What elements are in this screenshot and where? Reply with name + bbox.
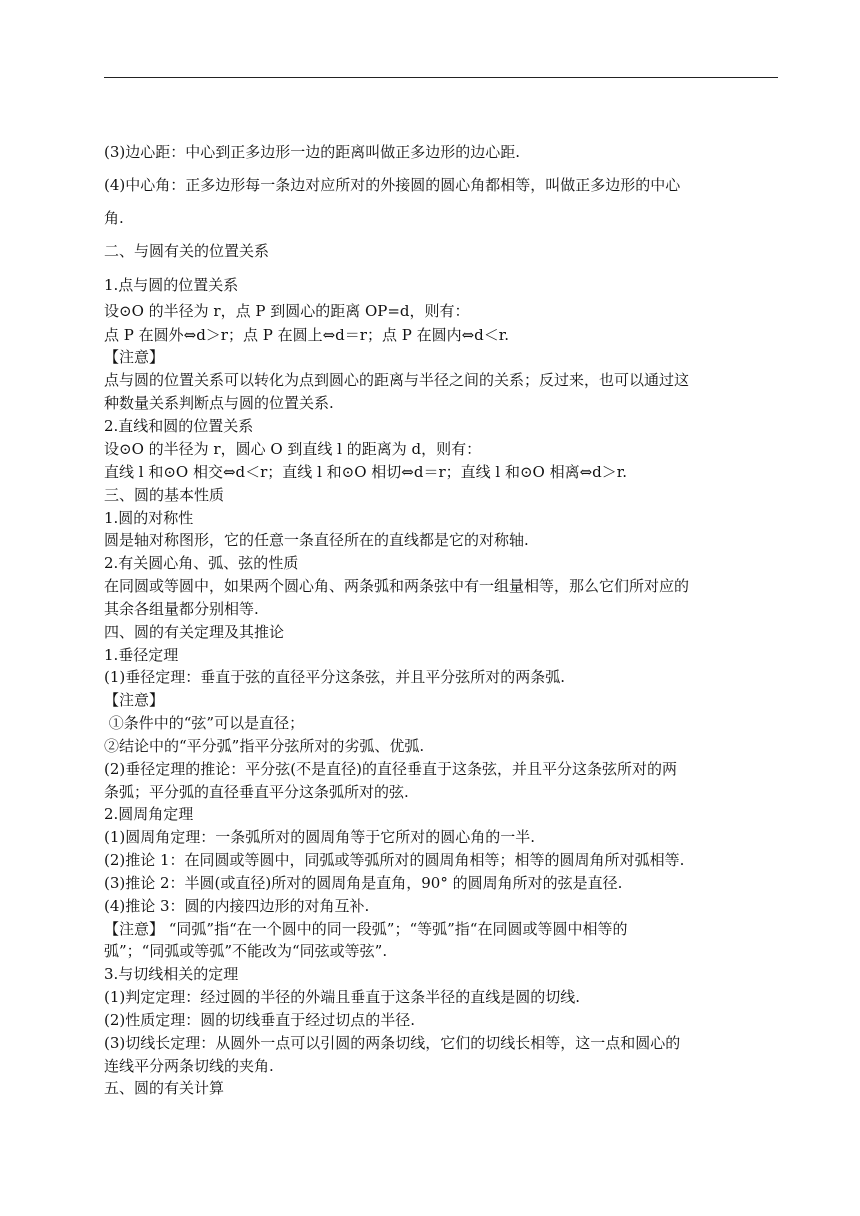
subsection-heading: 1.点与圆的位置关系 [104,276,239,294]
text-line: (3)边心距：中心到正多边形一边的距离叫做正多边形的边心距. [104,143,521,161]
subsection-heading: 2.直线和圆的位置关系 [104,417,254,435]
subsection-heading: 2.有关圆心角、弧、弦的性质 [104,554,299,572]
text-line: (3)切线长定理：从圆外一点可以引圆的两条切线，它们的切线长相等，这一点和圆心的 [104,1034,681,1052]
text-line: 直线 l 和⊙O 相交⇔d＜r；直线 l 和⊙O 相切⇔d＝r；直线 l 和⊙O 相离⇔d＞r. [104,463,628,481]
text-line: (3)推论 2：半圆(或直径)所对的圆周角是直角，90° 的圆周角所对的弦是直径. [104,874,623,892]
text-line: 设⊙O 的半径为 r，点 P 到圆心的距离 OP=d，则有： [104,302,470,320]
note-label: 【注意】 [104,348,165,366]
text-line: (4)中心角：正多边形每一条边对应所对的外接圆的圆心角都相等，叫做正多边形的中心 [104,176,681,194]
text-line: 连线平分两条切线的夹角. [104,1057,274,1075]
text-line: 条弧；平分弧的直径垂直平分这条弧所对的弦. [104,783,409,801]
text-line: 弧”；“同弧或等弧”不能改为“同弦或等弦”. [104,942,388,960]
text-line: 种数量关系判断点与圆的位置关系. [104,394,334,412]
text-line: 在同圆或等圆中，如果两个圆心角、两条弧和两条弦中有一组量相等，那么它们所对应的 [104,577,690,595]
subsection-heading: 1.垂径定理 [104,646,179,664]
text-line: ②结论中的“平分弧”指平分弦所对的劣弧、优弧. [104,737,425,755]
text-line: 点 P 在圆外⇔d＞r；点 P 在圆上⇔d＝r；点 P 在圆内⇔d＜r. [104,326,510,344]
text-line: 点与圆的位置关系可以转化为点到圆心的距离与半径之间的关系；反过来，也可以通过这 [104,371,690,389]
subsection-heading: 1.圆的对称性 [104,509,194,527]
text-line: (1)垂径定理：垂直于弦的直径平分这条弦，并且平分弦所对的两条弧. [104,668,566,686]
text-line: (2)推论 1：在同圆或等圆中，同弧或等弧所对的圆周角相等；相等的圆周角所对弧相等. [104,851,685,869]
text-line: 角. [104,209,124,227]
text-line: 圆是轴对称图形，它的任意一条直径所在的直线都是它的对称轴. [104,531,529,549]
subsection-heading: 3.与切线相关的定理 [104,965,239,983]
text-line: (4)推论 3：圆的内接四边形的对角互补. [104,897,370,915]
section-heading: 四、圆的有关定理及其推论 [104,623,285,641]
section-heading: 五、圆的有关计算 [104,1079,225,1097]
text-line: (1)判定定理：经过圆的半径的外端且垂直于这条半径的直线是圆的切线. [104,988,581,1006]
header-rule [104,77,778,78]
note-label: 【注意】 [104,691,165,709]
text-line: ①条件中的“弦”可以是直径； [104,714,305,732]
text-line: (1)圆周角定理：一条弧所对的圆周角等于它所对的圆心角的一半. [104,828,536,846]
text-line: 【注意】 “同弧”指“在一个圆中的同一段弧”；“等弧”指“在同圆或等圆中相等的 [104,920,628,938]
text-line: 其余各组量都分别相等. [104,600,259,618]
text-line: (2)垂径定理的推论：平分弦(不是直径)的直径垂直于这条弦，并且平分这条弦所对的两 [104,760,677,778]
text-line: (2)性质定理：圆的切线垂直于经过切点的半径. [104,1011,416,1029]
subsection-heading: 2.圆周角定理 [104,805,194,823]
text-line: 设⊙O 的半径为 r，圆心 O 到直线 l 的距离为 d，则有： [104,440,482,458]
section-heading: 三、圆的基本性质 [104,486,225,504]
section-heading: 二、与圆有关的位置关系 [104,242,270,260]
